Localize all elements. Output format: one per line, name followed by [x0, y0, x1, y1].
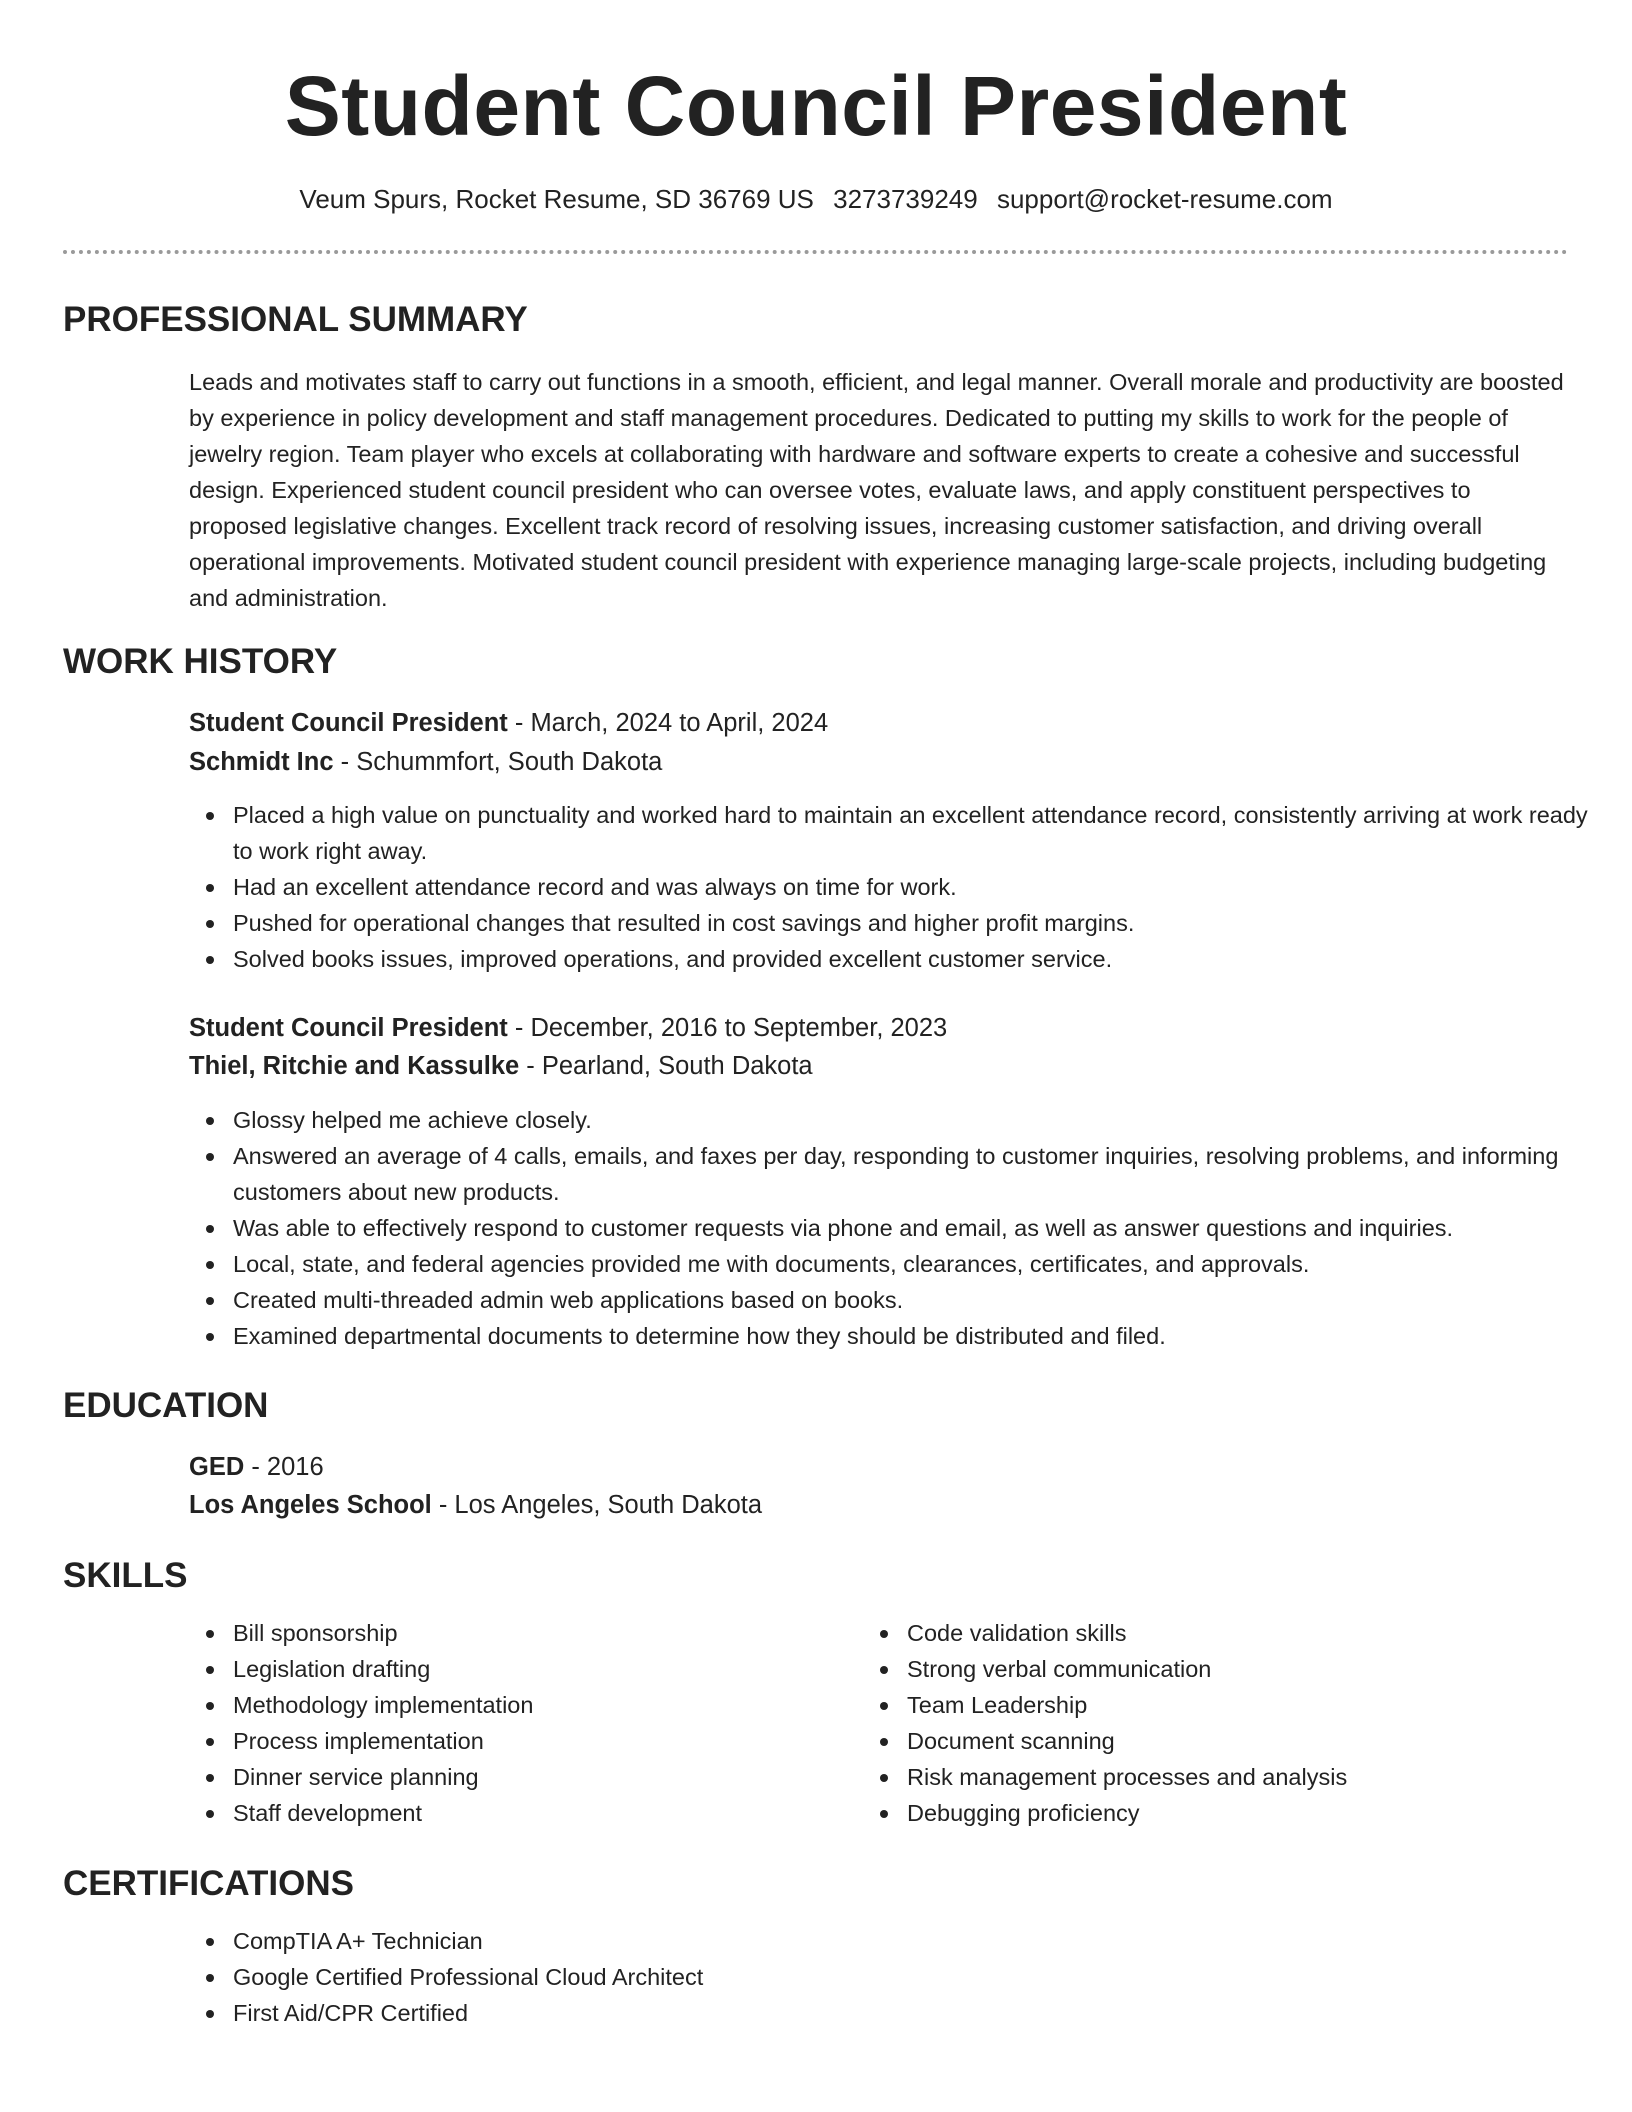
job-1-location: - Schummfort, South Dakota — [333, 748, 663, 776]
contact-line — [0, 181, 1632, 217]
list-item: CompTIA A+ Technician — [233, 1923, 1613, 1959]
certifications-heading: CERTIFICATIONS — [63, 1864, 355, 1903]
list-item: Had an excellent attendance record and was always on time for work. — [233, 869, 1613, 905]
list-item: Google Certified Professional Cloud Architect — [233, 1959, 1613, 1995]
job-1-company-line — [189, 743, 662, 781]
contact-email: support@rocket-resume.com — [996, 184, 1333, 214]
list-item: Document scanning — [907, 1723, 1632, 1759]
list-item: Was able to effectively respond to customer requests via phone and email, as well as answer questions and inquiries. — [233, 1210, 1613, 1246]
job-1-bullets — [189, 797, 1613, 977]
list-item: Examined departmental documents to determine how they should be distributed and filed. — [233, 1318, 1613, 1354]
list-item: Answered an average of 4 calls, emails, and faxes per day, responding to customer inquiries, resolving problems, and informing customers about new products. — [233, 1138, 1613, 1210]
list-item: Debugging proficiency — [907, 1795, 1632, 1831]
list-item: Created multi-threaded admin web applications based on books. — [233, 1282, 1613, 1318]
list-item: Strong verbal communication — [907, 1651, 1632, 1687]
job-1-title-line — [189, 704, 828, 742]
list-item: Legislation drafting — [233, 1651, 1613, 1687]
education-year: - 2016 — [244, 1453, 324, 1481]
job-2-company: Thiel, Ritchie and Kassulke — [189, 1052, 520, 1080]
list-item: Team Leadership — [907, 1687, 1632, 1723]
skills-heading: SKILLS — [63, 1556, 188, 1595]
education-school: Los Angeles School — [189, 1491, 432, 1519]
job-1-position: Student Council President — [189, 709, 508, 737]
list-item: Pushed for operational changes that resulted in cost savings and higher profit margins. — [233, 905, 1613, 941]
list-item: Methodology implementation — [233, 1687, 1613, 1723]
job-1-company: Schmidt Inc — [189, 748, 334, 776]
work-history-heading: WORK HISTORY — [63, 642, 338, 681]
certifications-list — [189, 1923, 1613, 2031]
list-item: First Aid/CPR Certified — [233, 1995, 1613, 2031]
summary-text: Leads and motivates staff to carry out functions in a smooth, efficient, and legal manner. Overall morale and productivity are boosted by experience in policy development and staff management procedures. Dedicated to putting my skills to work for the people of jewelry region. Team player who excels at collaborating with hardware and software experts to create a cohesive and successful design. Experienced student council president who can oversee votes, evaluate laws, and apply constituent perspectives to proposed legislative changes. Excellent track record of resolving issues, increasing customer satisfaction, and driving overall operational improvements. Motivated student council president with experience managing large-scale projects, including budgeting and administration. — [189, 369, 1564, 611]
list-item: Glossy helped me achieve closely. — [233, 1102, 1613, 1138]
job-2-bullets — [189, 1102, 1613, 1354]
list-item: Bill sponsorship — [233, 1615, 1613, 1651]
contact-phone: 3273739249 — [833, 184, 978, 214]
job-2-dates: - December, 2016 to September, 2023 — [507, 1014, 948, 1042]
summary-heading: PROFESSIONAL SUMMARY — [63, 300, 528, 339]
list-item: Staff development — [233, 1795, 1613, 1831]
list-item: Local, state, and federal agencies provided me with documents, clearances, certificates, and approvals. — [233, 1246, 1613, 1282]
header-divider — [63, 250, 1568, 254]
list-item: Code validation skills — [907, 1615, 1632, 1651]
education-school-line — [189, 1486, 762, 1524]
job-2-company-line — [189, 1047, 813, 1085]
job-2-title-line — [189, 1009, 947, 1047]
education-degree-line — [189, 1448, 324, 1486]
list-item: Process implementation — [233, 1723, 1613, 1759]
list-item: Risk management processes and analysis — [907, 1759, 1632, 1795]
list-item: Placed a high value on punctuality and worked hard to maintain an excellent attendance record, consistently arriving at work ready to work right away. — [233, 797, 1613, 869]
job-1-dates: - March, 2024 to April, 2024 — [507, 709, 829, 737]
list-item: Solved books issues, improved operations, and provided excellent customer service. — [233, 941, 1613, 977]
education-location: - Los Angeles, South Dakota — [431, 1491, 763, 1519]
contact-address: Veum Spurs, Rocket Resume, SD 36769 US — [299, 184, 814, 214]
skills-list-right — [863, 1615, 1632, 1831]
job-2-position: Student Council President — [189, 1014, 508, 1042]
job-2-location: - Pearland, South Dakota — [519, 1052, 813, 1080]
education-heading: EDUCATION — [63, 1386, 269, 1425]
list-item: Dinner service planning — [233, 1759, 1613, 1795]
resume-name: Student Council President — [284, 59, 1348, 153]
education-degree: GED — [189, 1453, 245, 1481]
